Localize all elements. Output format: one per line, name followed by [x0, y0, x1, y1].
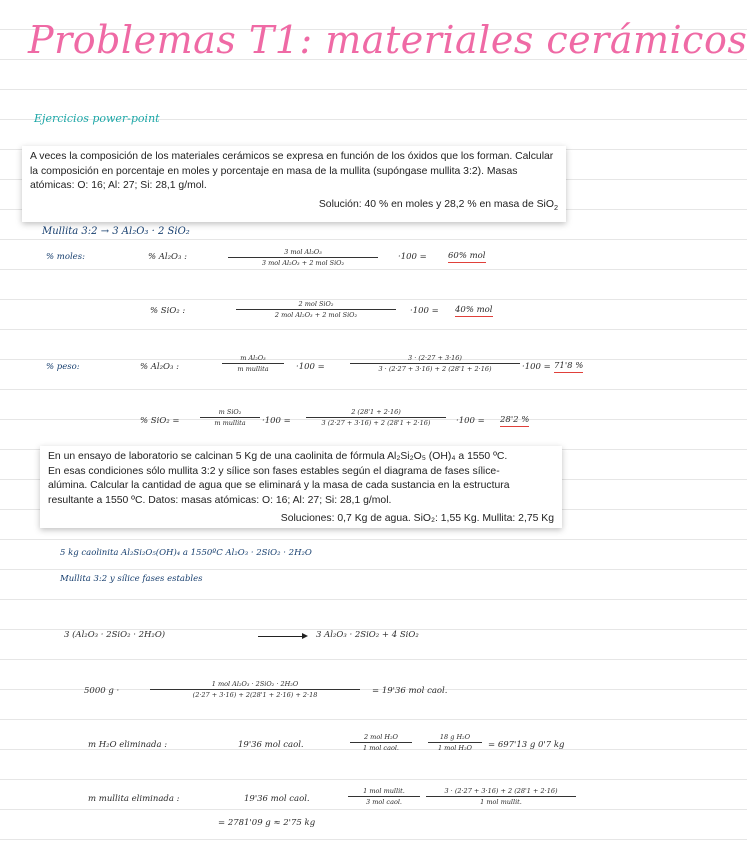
water-label: m H₂O eliminada : [88, 740, 168, 750]
caol-mol-numerator: 1 mol Al₂O₃ · 2SiO₂ · 2H₂O [150, 680, 360, 690]
problem-2-line-1: En un ensayo de laboratorio se calcinan 5 Kg de una caolinita de fórmula Al₂Si₂O₅ (OH)₄ a 1550 ºC. [48, 451, 508, 462]
mullita-mass-mol: 19'36 mol caol. [244, 794, 310, 804]
al2o3-mass-fraction-2 [350, 354, 520, 373]
sio2-mol-numerator: 2 mol SiO₂ [236, 300, 396, 310]
page-title: Problemas T1: materiales cerámicos [28, 18, 747, 62]
mullita-numerator-1: 1 mol mullit. [348, 787, 420, 797]
al2o3-mol-result: 60% mol [448, 251, 486, 261]
reaction-right: 3 Al₂O₃ · 2SiO₂ + 4 SiO₂ [316, 630, 419, 640]
mullita-fraction-1 [348, 787, 420, 806]
water-fraction-1 [350, 733, 412, 752]
al2o3-mol-numerator: 3 mol Al₂O₃ [228, 248, 378, 258]
mullita-numerator-2: 3 · (2·27 + 3·16) + 2 (28'1 + 2·16) [426, 787, 576, 797]
water-numerator-1: 2 mol H₂O [350, 733, 412, 743]
reaction-arrow [258, 636, 306, 637]
al2o3-mass-denominator-2: 3 · (2·27 + 3·16) + 2 (28'1 + 2·16) [378, 365, 492, 373]
mullita-line: Mullita 3:2 → 3 Al₂O₃ · 2 SiO₂ [42, 226, 190, 237]
mullita-silice-line: Mullita 3:2 y sílice fases estables [60, 574, 203, 584]
al2o3-mol-fraction [228, 248, 378, 267]
sio2-mass-mid: ·100 = [262, 416, 291, 426]
caol-mol-denominator: (2·27 + 3·16) + 2(28'1 + 2·16) + 2·18 [192, 691, 318, 699]
problem-2-line-3: alúmina. Calcular la cantidad de agua que se eliminará y la masa de cada sustancia en la estructura [48, 480, 510, 491]
water-mol: 19'36 mol caol. [238, 740, 304, 750]
water-numerator-2: 18 g H₂O [428, 733, 482, 743]
al2o3-mass-denominator-1: m mullita [237, 365, 269, 373]
sio2-mass-fraction-2 [306, 408, 446, 427]
al2o3-mol-result-prefix: ·100 = [398, 252, 427, 262]
al2o3-mass-numerator-1: m Al₂O₃ [222, 354, 284, 364]
sio2-mass-numerator-1: m SiO₂ [200, 408, 260, 418]
sio2-mass-denominator-2: 3 (2·27 + 3·16) + 2 (28'1 + 2·16) [321, 419, 431, 427]
problem-2-solution: Soluciones: 0,7 Kg de agua. SiO₂: 1,55 Kg. Mullita: 2,75 Kg [280, 513, 554, 524]
caol-mol-fraction [150, 680, 360, 699]
problem-1-solution: Solución: 40 % en moles y 28,2 % en masa de SiO$_2$ [318, 198, 558, 212]
peso-label: % peso: [46, 362, 80, 372]
water-denominator-2: 1 mol H₂O [437, 744, 473, 752]
sio2-mass-result: 28'2 % [500, 415, 530, 425]
sio2-mass-label: % SiO₂ = [140, 416, 180, 426]
al2o3-mass-result: 71'8 % [554, 361, 584, 371]
moles-label: % moles: [46, 252, 85, 262]
mullita-mass-label: m mullita eliminada : [88, 794, 180, 804]
sio2-mol-label: % SiO₂ : [150, 306, 186, 316]
water-fraction-2 [428, 733, 482, 752]
section-label: Ejercicios power-point [34, 112, 160, 125]
mullita-denominator-2: 1 mol mullit. [480, 798, 522, 806]
sio2-mol-fraction [236, 300, 396, 319]
sio2-mass-fraction-1 [200, 408, 260, 427]
mass-start: 5000 g · [84, 686, 120, 696]
al2o3-mol-label: % Al₂O₃ : [148, 252, 187, 262]
sio2-mass-result-prefix: ·100 = [456, 416, 485, 426]
sio2-mol-result: 40% mol [455, 305, 493, 315]
al2o3-mol-denominator: 3 mol Al₂O₃ + 2 mol SiO₂ [261, 259, 345, 267]
caolinita-line: 5 kg caolinita Al₂Si₂O₅(OH)₄ a 1550ºC Al₂O₃ · 2SiO₂ · 2H₂O [60, 548, 312, 558]
al2o3-mass-fraction-1 [222, 354, 284, 373]
mullita-denominator-1: 3 mol caol. [366, 798, 402, 806]
water-denominator-1: 1 mol caol. [363, 744, 399, 752]
sio2-mol-denominator: 2 mol Al₂O₃ + 2 mol SiO₂ [274, 311, 358, 319]
al2o3-mass-numerator-2: 3 · (2·27 + 3·16) [350, 354, 520, 364]
water-result: = 697'13 g 0'7 kg [488, 740, 565, 750]
problem-1-box [22, 146, 566, 222]
problem-2-line-4: resultante a 1550 ºC. Datos: masas atómicas: O: 16; Al: 27; Si: 28,1 g/mol. [48, 494, 392, 506]
reaction-left: 3 (Al₂O₃ · 2SiO₂ · 2H₂O) [64, 630, 166, 640]
sio2-mol-result-prefix: ·100 = [410, 306, 439, 316]
al2o3-mass-result-prefix: ·100 = [522, 362, 551, 372]
problem-2-box [40, 446, 562, 528]
al2o3-mass-mid: ·100 = [296, 362, 325, 372]
mullita-mass-result: = 2781'09 g ≈ 2'75 kg [218, 818, 316, 828]
caol-mol-result: = 19'36 mol caol. [372, 686, 448, 696]
sio2-mass-numerator-2: 2 (28'1 + 2·16) [306, 408, 446, 418]
sio2-mass-denominator-1: m mullita [214, 419, 246, 427]
mullita-fraction-2 [426, 787, 576, 806]
al2o3-mass-label: % Al₂O₃ : [140, 362, 179, 372]
problem-2-line-2: En esas condiciones sólo mullita 3:2 y sílice son fases estables según el diagrama de fases sílice- [48, 465, 500, 477]
problem-1-text: A veces la composición de los materiales cerámicos se expresa en función de los óxidos que los forman. Calcular la composición en porcentaje en moles y porcentaje en masa de la mullita (supóngase mullita 3:2). Masas atómicas: O: 16; Al: 27; Si: 28,1 g/mol. [30, 151, 554, 191]
